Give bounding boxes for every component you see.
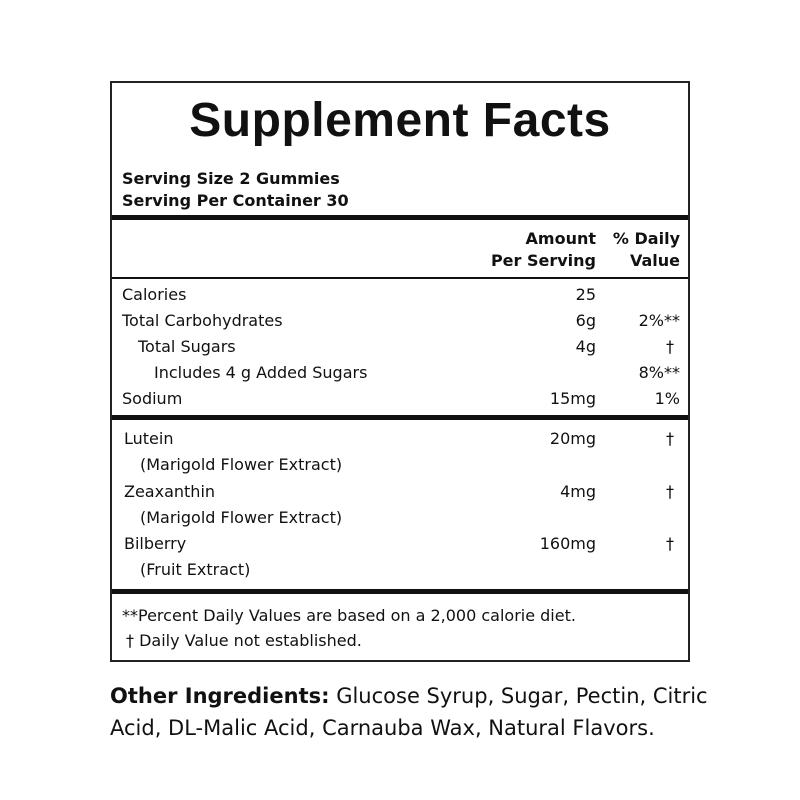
nutrient-name-total-carbohydrates: Total Carbohydrates — [122, 311, 283, 330]
serving-size: Serving Size 2 Gummies — [122, 169, 340, 188]
active-dv-zeaxanthin: † — [666, 482, 674, 501]
nutrient-name-total-sugars: Total Sugars — [138, 337, 236, 356]
other-ingredients — [110, 680, 710, 744]
active-name-bilberry: Bilberry — [124, 534, 187, 553]
other-ingredients-text: Glucose Syrup, Sugar, Pectin, Citric Acid, DL-Malic Acid, Carnauba Wax, Natural Flavors. — [110, 684, 708, 740]
nutrient-amount-total-sugars: 4g — [575, 337, 596, 356]
active-amount-bilberry: 160mg — [539, 534, 596, 553]
amount-header-line1: Amount — [525, 229, 596, 248]
servings-per-container: Serving Per Container 30 — [122, 191, 349, 210]
nutrient-name-added-sugars: Includes 4 g Added Sugars — [154, 363, 368, 382]
active-amount-zeaxanthin: 4mg — [560, 482, 596, 501]
nutrient-dv-sodium: 1% — [654, 389, 680, 408]
nutrient-name-sodium: Sodium — [122, 389, 183, 408]
nutrient-amount-sodium: 15mg — [549, 389, 596, 408]
active-source-zeaxanthin: (Marigold Flower Extract) — [140, 508, 343, 527]
nutrient-dv-added-sugars: 8%** — [638, 363, 680, 382]
active-source-bilberry: (Fruit Extract) — [140, 560, 251, 579]
active-dv-lutein: † — [666, 429, 674, 448]
nutrient-name-calories: Calories — [122, 285, 187, 304]
panel-title: Supplement Facts — [189, 94, 611, 147]
nutrient-amount-calories: 25 — [575, 285, 596, 304]
amount-header-line2: Per Serving — [490, 251, 596, 270]
dv-header-line2: Value — [629, 251, 680, 270]
active-amount-lutein: 20mg — [549, 429, 596, 448]
nutrient-amount-total-carbohydrates: 6g — [575, 311, 596, 330]
active-name-lutein: Lutein — [124, 429, 174, 448]
supplement-facts-panel — [110, 81, 690, 662]
thin-divider — [112, 277, 688, 279]
active-source-lutein: (Marigold Flower Extract) — [140, 455, 343, 474]
nutrient-dv-total-carbohydrates: 2%** — [638, 311, 680, 330]
dv-header-line1: % Daily — [612, 229, 680, 248]
thick-divider — [112, 415, 688, 420]
nutrient-dv-total-sugars: † — [666, 337, 674, 356]
footnote-not-established: † Daily Value not established. — [126, 631, 362, 650]
footnote-daily-values: **Percent Daily Values are based on a 2,000 calorie diet. — [122, 606, 576, 625]
thick-divider — [112, 589, 688, 594]
other-ingredients-label: Other Ingredients: — [110, 684, 330, 708]
active-name-zeaxanthin: Zeaxanthin — [124, 482, 216, 501]
thick-divider — [112, 215, 688, 220]
active-dv-bilberry: † — [666, 534, 674, 553]
